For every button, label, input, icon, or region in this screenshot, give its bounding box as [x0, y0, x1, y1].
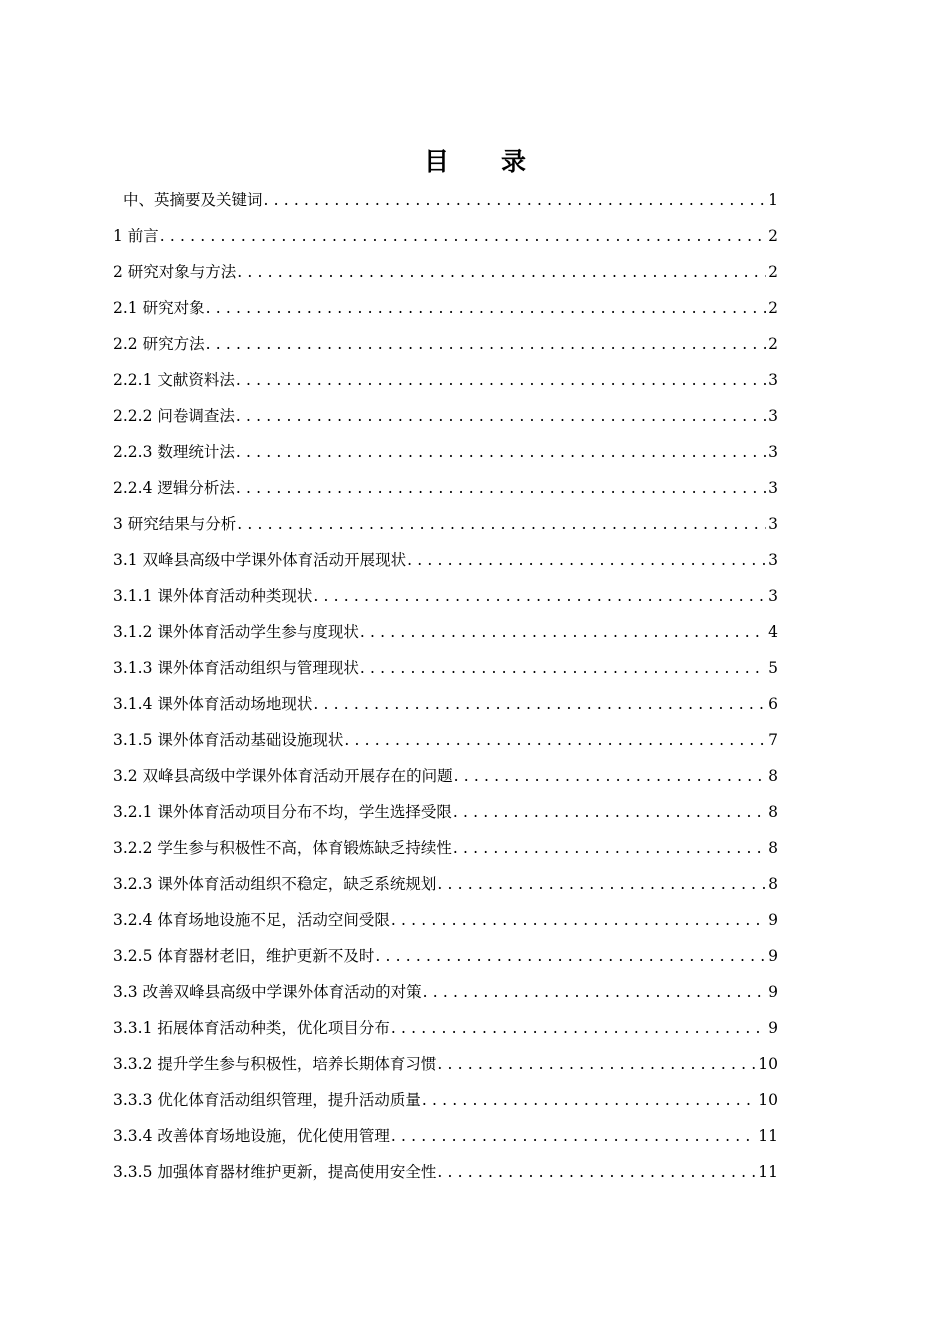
toc-dot-leader	[264, 184, 767, 216]
toc-entry-title: 3.3.4 改善体育场地设施，优化使用管理	[113, 1127, 390, 1145]
toc-entry[interactable]	[113, 436, 778, 472]
toc-entry[interactable]	[113, 184, 778, 220]
toc-entry-title: 3.3 改善双峰县高级中学课外体育活动的对策	[113, 983, 422, 1001]
toc-entry-title: 2.2.1 文献资料法	[113, 371, 235, 389]
toc-entry-page-number: 10	[758, 1055, 778, 1073]
toc-dot-leader	[422, 1084, 756, 1116]
toc-entry[interactable]	[113, 688, 778, 724]
toc-dot-leader	[391, 904, 766, 936]
toc-entry[interactable]	[113, 1012, 778, 1048]
toc-dot-leader	[407, 544, 766, 576]
toc-entry-page-number: 2	[768, 263, 778, 281]
toc-entry[interactable]	[113, 508, 778, 544]
toc-dot-leader	[453, 796, 766, 828]
toc-entry-title: 2.1 研究对象	[113, 299, 205, 317]
toc-entry-title: 2 研究对象与方法	[113, 263, 237, 281]
toc-entry[interactable]	[113, 1156, 778, 1192]
toc-entry-page-number: 1	[768, 191, 778, 209]
toc-entry[interactable]	[113, 400, 778, 436]
toc-entry-title: 3.1 双峰县高级中学课外体育活动开展现状	[113, 551, 407, 569]
toc-entry-page-number: 3	[768, 587, 778, 605]
toc-entry-title: 3.1.3 课外体育活动组织与管理现状	[113, 659, 359, 677]
toc-entry-title: 3.2.2 学生参与积极性不高，体育锻炼缺乏持续性	[113, 839, 452, 857]
toc-entry-page-number: 9	[768, 911, 778, 929]
toc-entry-page-number: 11	[758, 1127, 778, 1145]
toc-entry-page-number: 8	[768, 839, 778, 857]
toc-entry-title: 3.3.2 提升学生参与积极性，培养长期体育习惯	[113, 1055, 437, 1073]
toc-entry-page-number: 3	[768, 551, 778, 569]
toc-entry-page-number: 3	[768, 407, 778, 425]
toc-entry-page-number: 3	[768, 371, 778, 389]
toc-entry[interactable]	[113, 976, 778, 1012]
toc-entry[interactable]	[113, 364, 778, 400]
toc-entry-title: 3.3.5 加强体育器材维护更新，提高使用安全性	[113, 1163, 437, 1181]
toc-dot-leader	[237, 508, 766, 540]
toc-dot-leader	[375, 940, 766, 972]
toc-dot-leader	[206, 328, 767, 360]
toc-entry-title: 2.2.2 问卷调查法	[113, 407, 235, 425]
toc-dot-leader	[360, 616, 766, 648]
toc-dot-leader	[437, 1048, 756, 1080]
toc-dot-leader	[313, 580, 766, 612]
toc-entry[interactable]	[113, 724, 778, 760]
toc-entry-title: 3.1.1 课外体育活动种类现状	[113, 587, 313, 605]
toc-entry-title: 2.2 研究方法	[113, 335, 205, 353]
toc-list	[113, 184, 778, 1192]
toc-entry-title: 3 研究结果与分析	[113, 515, 237, 533]
toc-entry-title: 3.2.3 课外体育活动组织不稳定，缺乏系统规划	[113, 875, 437, 893]
toc-entry-page-number: 4	[768, 623, 778, 641]
toc-dot-leader	[437, 868, 766, 900]
toc-entry-title: 3.1.2 课外体育活动学生参与度现状	[113, 623, 359, 641]
toc-entry[interactable]	[113, 832, 778, 868]
toc-entry-page-number: 2	[768, 299, 778, 317]
toc-entry-page-number: 9	[768, 947, 778, 965]
toc-entry[interactable]	[113, 652, 778, 688]
toc-dot-leader	[160, 220, 766, 252]
toc-dot-leader	[454, 760, 767, 792]
toc-entry-page-number: 8	[768, 767, 778, 785]
toc-entry-page-number: 3	[768, 515, 778, 533]
toc-entry[interactable]	[113, 616, 778, 652]
toc-entry-title: 3.3.1 拓展体育活动种类，优化项目分布	[113, 1019, 390, 1037]
toc-dot-leader	[236, 472, 766, 504]
toc-entry[interactable]	[113, 292, 778, 328]
toc-dot-leader	[437, 1156, 756, 1188]
toc-entry[interactable]	[113, 868, 778, 904]
toc-entry-title: 1 前言	[113, 227, 159, 245]
toc-entry-page-number: 5	[768, 659, 778, 677]
toc-entry[interactable]	[113, 544, 778, 580]
toc-dot-leader	[391, 1120, 756, 1152]
toc-dot-leader	[344, 724, 766, 756]
toc-dot-leader	[313, 688, 766, 720]
toc-entry[interactable]	[113, 328, 778, 364]
toc-entry-page-number: 11	[758, 1163, 778, 1181]
toc-entry-title: 3.1.4 课外体育活动场地现状	[113, 695, 313, 713]
toc-dot-leader	[206, 292, 767, 324]
toc-entry-page-number: 8	[768, 803, 778, 821]
toc-dot-leader	[423, 976, 767, 1008]
toc-entry-title: 3.1.5 课外体育活动基础设施现状	[113, 731, 344, 749]
toc-entry-title: 3.2.4 体育场地设施不足，活动空间受限	[113, 911, 390, 929]
toc-entry-title: 3.3.3 优化体育活动组织管理，提升活动质量	[113, 1091, 421, 1109]
toc-entry-title: 3.2.5 体育器材老旧，维护更新不及时	[113, 947, 375, 965]
toc-entry-title: 2.2.4 逻辑分析法	[113, 479, 235, 497]
toc-entry[interactable]	[113, 472, 778, 508]
toc-entry-page-number: 8	[768, 875, 778, 893]
toc-entry[interactable]	[113, 1048, 778, 1084]
toc-dot-leader	[453, 832, 766, 864]
toc-entry[interactable]	[113, 580, 778, 616]
toc-dot-leader	[391, 1012, 766, 1044]
toc-entry-title: 3.2 双峰县高级中学课外体育活动开展存在的问题	[113, 767, 453, 785]
toc-dot-leader	[360, 652, 766, 684]
toc-entry-page-number: 6	[768, 695, 778, 713]
toc-entry[interactable]	[113, 220, 778, 256]
toc-entry[interactable]	[113, 940, 778, 976]
toc-entry-page-number: 2	[768, 335, 778, 353]
toc-entry[interactable]	[113, 256, 778, 292]
toc-entry-title: 2.2.3 数理统计法	[113, 443, 235, 461]
toc-entry-page-number: 10	[758, 1091, 778, 1109]
toc-dot-leader	[236, 400, 766, 432]
toc-entry[interactable]	[113, 1120, 778, 1156]
toc-entry[interactable]	[113, 796, 778, 832]
toc-entry-page-number: 9	[768, 1019, 778, 1037]
toc-entry-title: 中、英摘要及关键词	[123, 191, 263, 209]
toc-heading: 目录	[423, 147, 578, 176]
toc-entry-title: 3.2.1 课外体育活动项目分布不均，学生选择受限	[113, 803, 452, 821]
toc-dot-leader	[237, 256, 766, 288]
toc-entry-page-number: 2	[768, 227, 778, 245]
toc-dot-leader	[236, 436, 766, 468]
toc-dot-leader	[236, 364, 766, 396]
toc-entry-page-number: 3	[768, 443, 778, 461]
toc-entry-page-number: 9	[768, 983, 778, 1001]
toc-entry-page-number: 3	[768, 479, 778, 497]
toc-entry-page-number: 7	[768, 731, 778, 749]
toc-entry[interactable]	[113, 760, 778, 796]
toc-entry[interactable]	[113, 1084, 778, 1120]
toc-entry[interactable]	[113, 904, 778, 940]
